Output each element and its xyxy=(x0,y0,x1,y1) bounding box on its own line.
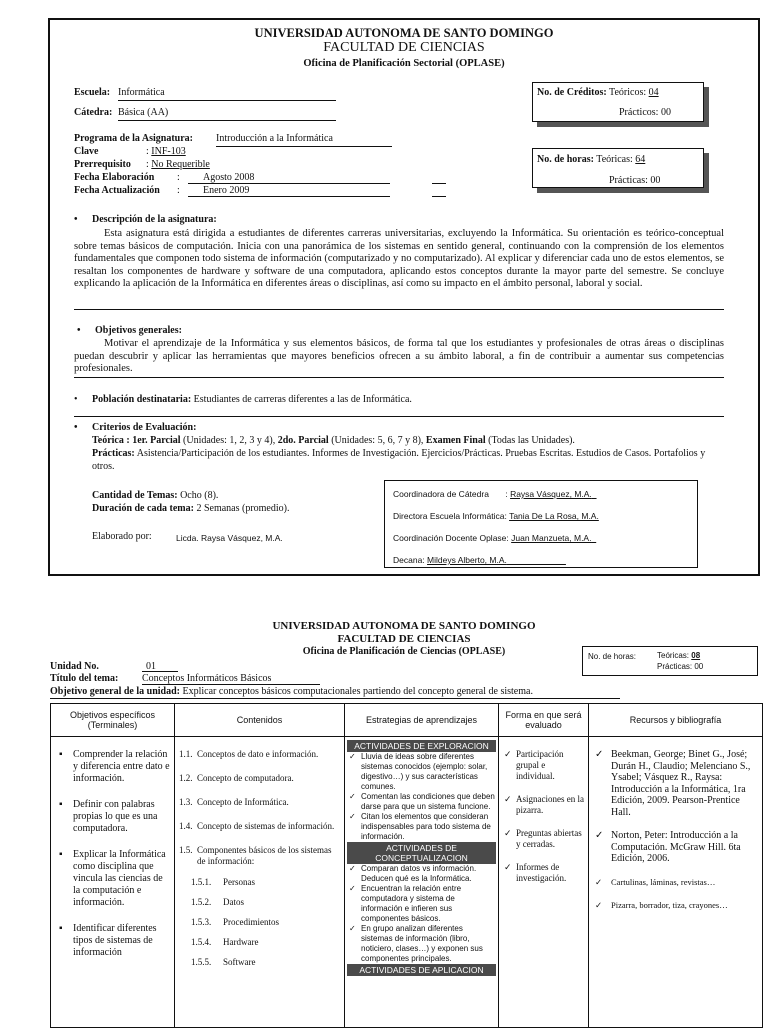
check-icon: ✓ xyxy=(349,792,356,801)
office-title: Oficina de Planificación Sectorial (OPLASE) xyxy=(303,58,505,69)
objetivo-item: ▪ Definir con palabras propias lo que es una computadora. xyxy=(59,799,158,834)
signature-name: Mildeys Alberto, M.A. xyxy=(427,555,507,565)
subcontenido-num: 1.5.5. xyxy=(191,957,212,967)
practicas-label: Prácticas: xyxy=(92,448,135,459)
evaluacion-text: Preguntas abiertas y cerradas. xyxy=(516,828,582,849)
evaluacion-item xyxy=(502,862,585,884)
objetivo-value: Explicar conceptos básicos computacionales partiendo del concepto general de sistema. xyxy=(182,686,533,697)
subcontenido-text: Procedimientos xyxy=(223,917,279,927)
contenido-num: 1.1. xyxy=(179,749,193,759)
cantidad-value: Ocho (8). xyxy=(180,490,219,501)
subcontenido-num: 1.5.4. xyxy=(191,937,212,947)
estrategia-text: Comparan datos vs información. Deducen qué es la Informática. xyxy=(361,864,477,883)
header-recursos: Recursos y bibliografía xyxy=(589,704,763,737)
check-icon: ✓ xyxy=(504,862,512,872)
titulo-label: Título del tema: xyxy=(50,673,119,684)
parcial1-text: (Unidades: 1, 2, 3 y 4), xyxy=(183,435,276,446)
contenido-item xyxy=(179,749,340,760)
conceptualizacion-bar: ACTIVIDADES DE CONCEPTUALIZACION xyxy=(347,842,496,864)
contenido-item xyxy=(179,773,340,784)
prerrequisito-value: No Requerible xyxy=(151,159,210,170)
evaluacion-text: Asignaciones en la pizarra. xyxy=(516,794,584,815)
signature-row xyxy=(393,555,566,565)
prerrequisito-label: Prerrequisito xyxy=(74,159,131,170)
catedra-value: Básica (AA) xyxy=(118,107,336,121)
contenido-text: Concepto de sistemas de información. xyxy=(197,821,335,831)
contenido-text: Conceptos de dato e información. xyxy=(197,749,319,759)
descripcion-text: Esta asignatura está dirigida a estudiantes de diferentes carreras universitarias, excluyendo la Informática. Su orientación es teórico-conceptual sobre temas básicos de computación. Inicia con una panorámica de los sistemas en sentido general, continuando con la comprensión de los elementos fundamentales que componen todo sistema de información (computarizado y no computarizado). Al explicar y diferenciar cada uno de estos elementos, se resaltan los componentes de hardware y software de una computadora, aplicando estos conceptos durante la mayor parte del semestre. Se concluye explicando la aplicación de la Informática en diferentes áreas o disciplinas, así como su impacto en el ámbito personal, laboral y social. xyxy=(74,228,724,289)
recurso-item xyxy=(593,830,758,865)
horas-label-2: No. de horas: xyxy=(588,652,637,661)
elaborado-value: Licda. Raysa Vásquez, M.A. xyxy=(176,533,283,543)
check-icon: ✓ xyxy=(595,830,604,841)
signature-role: Decana: xyxy=(393,555,425,565)
objetivo-line xyxy=(50,686,533,697)
university-title-2: UNIVERSIDAD AUTONOMA DE SANTO DOMINGO xyxy=(272,620,536,632)
signature-name: Tania De La Rosa, M.A. xyxy=(509,511,599,521)
subcontenido-item xyxy=(179,917,340,928)
aplicacion-bar: ACTIVIDADES DE APLICACION xyxy=(347,964,496,976)
poblacion-title: Población destinataria: xyxy=(92,394,192,405)
subcontenido-text: Datos xyxy=(223,897,244,907)
descripcion-paragraph xyxy=(74,228,724,291)
contenido-num: 1.2. xyxy=(179,773,193,783)
duracion-value: 2 Semanas (promedio). xyxy=(196,503,290,514)
faculty-title-2: FACULTAD DE CIENCIAS xyxy=(337,633,471,645)
creditos-label: No. de Créditos: xyxy=(537,87,607,98)
final-label: Examen Final xyxy=(425,435,486,446)
estrategia-text: Citan los elementos que consideran indispensables para todo sistema de información. xyxy=(361,812,491,841)
criterios-title: • Criterios de Evaluación: xyxy=(92,422,196,433)
fecha-elaboracion-label: Fecha Elaboración xyxy=(74,172,155,183)
horas-practicas-value: 00 xyxy=(650,175,661,186)
evaluacion-item xyxy=(502,794,585,816)
underline-stub xyxy=(432,183,446,184)
clave-label: Clave xyxy=(74,146,99,157)
poblacion-text: Estudiantes de carreras diferentes a las de Informática. xyxy=(193,394,412,405)
estrategia-text: Encuentran la relación entre computadora y sistema de información e infieren sus componentes básicos. xyxy=(361,884,462,923)
subcontenido-item xyxy=(179,957,340,968)
duracion-line xyxy=(92,503,289,514)
titulo-value: Conceptos Informáticos Básicos xyxy=(142,673,320,685)
evaluacion-item xyxy=(502,828,585,850)
teorica-label: Teórica xyxy=(92,435,124,446)
university-title: UNIVERSIDAD AUTONOMA DE SANTO DOMINGO xyxy=(254,26,554,40)
parcial2-label: 2do. Parcial xyxy=(277,435,329,446)
cantidad-line xyxy=(92,490,218,501)
subcontenido-item xyxy=(179,877,340,888)
subcontenido-item xyxy=(179,937,340,948)
contenido-text: Componentes básicos de los sistemas de información: xyxy=(197,845,332,866)
horas-teoricas-label: Teóricas: xyxy=(596,154,633,165)
estrategia-item xyxy=(347,792,496,812)
recurso-item xyxy=(593,900,758,912)
creditos-box xyxy=(532,82,704,122)
horas-label: No. de horas: xyxy=(537,154,594,165)
programa-label: Programa de la Asignatura: xyxy=(74,133,193,144)
check-icon: ✓ xyxy=(349,812,356,821)
parcial1-label: 1er. Parcial xyxy=(132,435,181,446)
estrategia-text: Comentan las condiciones que deben darse para que un sistema funcione. xyxy=(361,792,495,811)
unit-table xyxy=(50,703,763,1028)
recurso-text: Norton, Peter: Introducción a la Computación. McGraw Hill. 6ta Edición, 2006. xyxy=(611,830,741,864)
cantidad-label: Cantidad de Temas: xyxy=(92,490,178,501)
horas-box xyxy=(532,148,704,188)
signature-role: Coordinadora de Cátedra xyxy=(393,489,489,499)
programa-value: Introducción a la Informática xyxy=(216,133,392,147)
objetivos-title: • Objetivos generales: xyxy=(95,325,182,336)
subcontenido-text: Software xyxy=(223,957,256,967)
subcontenido-num: 1.5.3. xyxy=(191,917,212,927)
estrategia-text: En grupo analizan diferentes sistemas de información (libro, noticiero, clases…) y exponen sus componentes principales. xyxy=(361,924,483,963)
teorica-line xyxy=(92,435,575,446)
estrategia-item xyxy=(347,752,496,792)
subcontenido-item xyxy=(179,897,340,908)
divider xyxy=(74,416,724,417)
creditos-practicos-value: 00 xyxy=(660,107,671,118)
recurso-item xyxy=(593,877,758,889)
objetivo-text: Comprender la relación y diferencia entre dato e información. xyxy=(73,749,170,784)
fecha-elaboracion-value: Agosto 2008 xyxy=(188,172,390,184)
estrategia-item xyxy=(347,924,496,964)
check-icon: ✓ xyxy=(595,900,603,910)
header-estrategias: Estrategias de aprendizajes xyxy=(345,704,499,737)
objetivo-label: Objetivo general de la unidad: xyxy=(50,686,181,697)
horas-practicas-label: Prácticas: xyxy=(609,175,648,186)
exploracion-bar: ACTIVIDADES DE EXPLORACION xyxy=(347,740,496,752)
contenido-item xyxy=(179,821,340,832)
objetivo-item: ▪ Comprender la relación y diferencia entre dato e información. xyxy=(59,749,170,784)
signature-name: Juan Manzueta, M.A. xyxy=(511,533,592,543)
poblacion-line xyxy=(92,394,412,405)
subcontenido-text: Personas xyxy=(223,877,255,887)
check-icon: ✓ xyxy=(349,884,356,893)
signature-name: Raysa Vásquez, M.A. xyxy=(510,489,592,499)
evaluacion-text: Informes de investigación. xyxy=(516,862,567,883)
contenido-num: 1.4. xyxy=(179,821,193,831)
objetivo-item: ▪ Identificar diferentes tipos de sistemas de información xyxy=(59,923,157,958)
recurso-text: Cartulinas, láminas, revistas… xyxy=(611,876,716,887)
practicas-text: Asistencia/Participación de los estudiantes. Informes de Investigación. Ejercicios/Prácticas. Pruebas Escritas. Estudios de Casos. Portafolios y otros. xyxy=(92,448,706,472)
signature-row xyxy=(393,489,597,499)
unidad-label: Unidad No. xyxy=(50,661,99,672)
practicas-value-2: 00 xyxy=(694,662,704,671)
recurso-text: Beekman, George; Binet G., José; Durán H., Claudio; Melenciano S., Ysabel; Vásquez R., Raysa: Introducción a la Informática, 1ra Edición, 2009. Pearson-Prentice Hall. xyxy=(611,749,751,818)
contenido-num: 1.5. xyxy=(179,845,193,855)
teorica-sep: : xyxy=(126,435,130,446)
creditos-teoricos-label: Teóricos: xyxy=(609,87,647,98)
descripcion-title: • Descripción de la asignatura: xyxy=(92,214,217,225)
final-text: (Todas las Unidades). xyxy=(488,435,575,446)
faculty-title: FACULTAD DE CIENCIAS xyxy=(323,40,485,55)
divider xyxy=(74,309,724,310)
header-objetivos: Objetivos específicos (Terminales) xyxy=(51,704,175,737)
horas-box-2 xyxy=(582,646,758,676)
objetivo-text: Definir con palabras propias lo que es una computadora. xyxy=(73,799,158,834)
estrategia-item xyxy=(347,884,496,924)
parcial2-text: (Unidades: 5, 6, 7 y 8), xyxy=(331,435,424,446)
signature-row xyxy=(393,533,596,543)
objetivos-text: Motivar el aprendizaje de la Informática y sus elementos básicos, de forma tal que los estudiantes y profesionales de otras áreas o disciplinas puedan descubrir y aplicar las herramientas que mayores beneficios ofrecen a su ámbito laboral, a fin de contribuir a aumentar sus competencias profesionales. xyxy=(74,338,724,374)
evaluacion-item xyxy=(502,749,585,782)
objetivos-paragraph xyxy=(74,338,724,376)
objetivo-text: Identificar diferentes tipos de sistemas de información xyxy=(73,923,157,958)
check-icon: ✓ xyxy=(504,828,512,838)
practicas-label-2: Prácticas: xyxy=(657,662,693,671)
escuela-value: Informática xyxy=(118,87,336,101)
header-contenidos: Contenidos xyxy=(175,704,345,737)
recurso-text: Pizarra, borrador, tiza, crayones… xyxy=(611,900,728,910)
objetivo-item: ▪ Explicar la Informática como disciplina que vincula las ciencias de la computación e información. xyxy=(59,849,166,908)
office-title-2: Oficina de Planificación de Ciencias (OPLASE) xyxy=(302,646,506,657)
check-icon: ✓ xyxy=(504,749,512,759)
subcontenido-num: 1.5.2. xyxy=(191,897,212,907)
subcontenido-num: 1.5.1. xyxy=(191,877,212,887)
teoricas-value-2: 08 xyxy=(691,651,701,660)
signature-row xyxy=(393,511,599,521)
teoricas-label-2: Teóricas: xyxy=(657,651,690,660)
contenido-item xyxy=(179,797,340,808)
contenido-item xyxy=(179,845,340,867)
clave-value: INF-103 xyxy=(151,146,186,157)
duracion-label: Duración de cada tema: xyxy=(92,503,194,514)
contenido-text: Concepto de Informática. xyxy=(197,797,289,807)
objetivo-text: Explicar la Informática como disciplina que vincula las ciencias de la computación e información. xyxy=(73,849,166,908)
check-icon: ✓ xyxy=(595,749,604,760)
fecha-actualizacion-label: Fecha Actualización xyxy=(74,185,160,196)
check-icon: ✓ xyxy=(595,876,603,887)
creditos-teoricos-value: 04 xyxy=(648,87,659,98)
escuela-label: Escuela: xyxy=(74,87,111,98)
underline-stub xyxy=(432,196,446,197)
unidad-value: 01 xyxy=(142,661,178,672)
elaborado-label: Elaborado por: xyxy=(92,531,152,542)
recurso-item xyxy=(593,749,758,818)
creditos-practicos-label: Prácticos: xyxy=(619,107,659,118)
evaluacion-text: Participación grupal e individual. xyxy=(516,749,564,781)
catedra-label: Cátedra: xyxy=(74,107,113,118)
divider xyxy=(74,377,724,378)
check-icon: ✓ xyxy=(349,752,356,761)
header-evaluacion: Forma en que será evaluado xyxy=(499,704,589,737)
estrategia-item xyxy=(347,864,496,884)
practicas-line xyxy=(92,448,722,473)
fecha-actualizacion-value: Enero 2009 xyxy=(188,185,390,197)
check-icon: ✓ xyxy=(504,794,512,804)
check-icon: ✓ xyxy=(349,924,356,933)
contenido-text: Concepto de computadora. xyxy=(197,773,294,783)
horas-teoricas-value: 64 xyxy=(635,154,646,165)
contenido-num: 1.3. xyxy=(179,797,193,807)
signature-role: Coordinación Docente Oplase: xyxy=(393,533,509,543)
subcontenido-text: Hardware xyxy=(223,937,259,947)
divider xyxy=(50,698,620,699)
estrategia-item xyxy=(347,812,496,842)
estrategia-text: Lluvia de ideas sobre diferentes sistemas conocidos (ejemplo: solar, digestivo…) y sus características comunes. xyxy=(361,752,488,791)
signature-role: Directora Escuela Informática: xyxy=(393,511,507,521)
check-icon: ✓ xyxy=(349,864,356,873)
signature-sep: : xyxy=(505,489,508,499)
signatures-box xyxy=(384,480,698,568)
